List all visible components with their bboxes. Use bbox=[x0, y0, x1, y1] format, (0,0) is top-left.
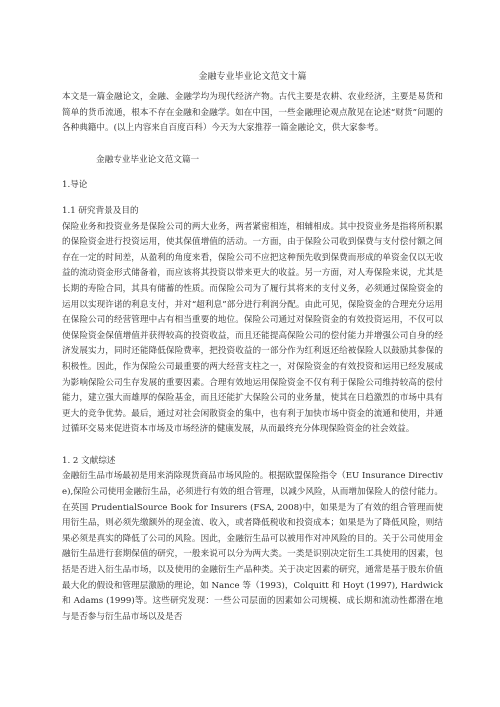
section-heading-literature-review: 1. 2 文献综述 bbox=[62, 455, 116, 466]
section-heading-introduction: 1.导论 bbox=[62, 180, 88, 191]
literature-review-paragraph: 金融衍生品市场最初是用来消除现货商品市场风险的。根据欧盟保险指令（EU Insurance Directive),保险公司使用金融衍生品，必须进行有效的组合管理，以减少风险，从而增加保险人的偿付能力。在英国 PrudentialSource Book for Insurers (FSA, 2008)中，如果是为了有效的组合管理而使用衍生品，则必须先缴额外的现金流、收入，或者降低税收和投资成本；如果是为了降低风险，则结果必须是真实的降低了公司的风险。因此，金融衍生品可以被用作对冲风险的目的。关于公司使用金融衍生品进行套期保值的研究，一般来说可以分为两大类。一类是识别决定衍生工具使用的因素，包括是否进入衍生品市场，以及使用的金融衍生产品种类。关于决定因素的研究，通常是基于股东价值最大化的假设和管理层激励的理论，如 Nance 等（1993)，Colquitt 和 Hoyt (1997), Hardwick 和 Adams (1999)等。这些研究发现：一些公司层面的因素如公司规模、成长期和流动性都潜在地与是否参与衍生品市场以及是否 bbox=[62, 471, 443, 622]
article-subtitle: 金融专业毕业论文范文篇一 bbox=[96, 154, 200, 165]
intro-paragraph: 本文是一篇金融论文，金融、金融学均为现代经济产物。古代主要是农耕、农业经济，主要是易货和简单的货币流通，根本不存在金融和金融学。如在中国，一些金融理论观点散见在论述“财货”问题的各种典籍中。(以上内容来自百度百科）今天为大家推荐一篇金融论文，供大家参考。 bbox=[62, 92, 443, 134]
document-title: 金融专业毕业论文范文十篇 bbox=[198, 72, 307, 82]
background-paragraph: 保险业务和投资业务是保险公司的两大业务，两者紧密相连，相辅相成。其中投资业务是指将所积累的保险资金进行投资运用，使其保值增值的活动。一方面，由于保险公司收到保费与支付偿付额之间存在一定的时间差，从盈利的角度来看，保险公司不应把这种预先收到保费而形成的单资金仅以无收益的流动资金形式储备着，而应该将其投资以带来更大的收益。另一方面，对人寿保险来说，尤其是长期的寿险合同，其具有储蓄的性质。而保险公司为了履行其将来的支付义务，必须通过保险资金的运用以实现许诺的利息支付，并对“超利息”部分进行利润分配。由此可见，保险资金的合理充分运用在保险公司的经营管理中占有相当重要的地位。保险公司通过对保险资金的有效投资运用，不仅可以使保险资金保值增值并获得较高的投资收益，而且还能提高保险公司的偿付能力并增强公司自身的经济发展实力，同时还能降低保险费率，把投资收益的一部分作为红利返还给被保险人以鼓励其参保的积极性。因此，作为保险公司最重要的两大经营支柱之一，对保险资金的有效投资和运用已经发展成为影响保险公司生存发展的重要因素。合理有效地运用保险资金不仅有利于保险公司维持较高的偿付能力，建立强大而雄厚的保险基金，而且还能扩大保险公司的业务量，使其在日趋激烈的市场中具有更大的竞争优势。最后，通过对社会闲散资金的集中，也有利于加快市场中资金的流通和使用，并通过循环交易来促进资本市场及市场经济的健康发展，从而最终充分体现保险资金的社会效益。 bbox=[62, 221, 443, 435]
section-heading-background: 1.1 研究背景及目的 bbox=[62, 205, 139, 216]
document-body bbox=[62, 70, 443, 625]
